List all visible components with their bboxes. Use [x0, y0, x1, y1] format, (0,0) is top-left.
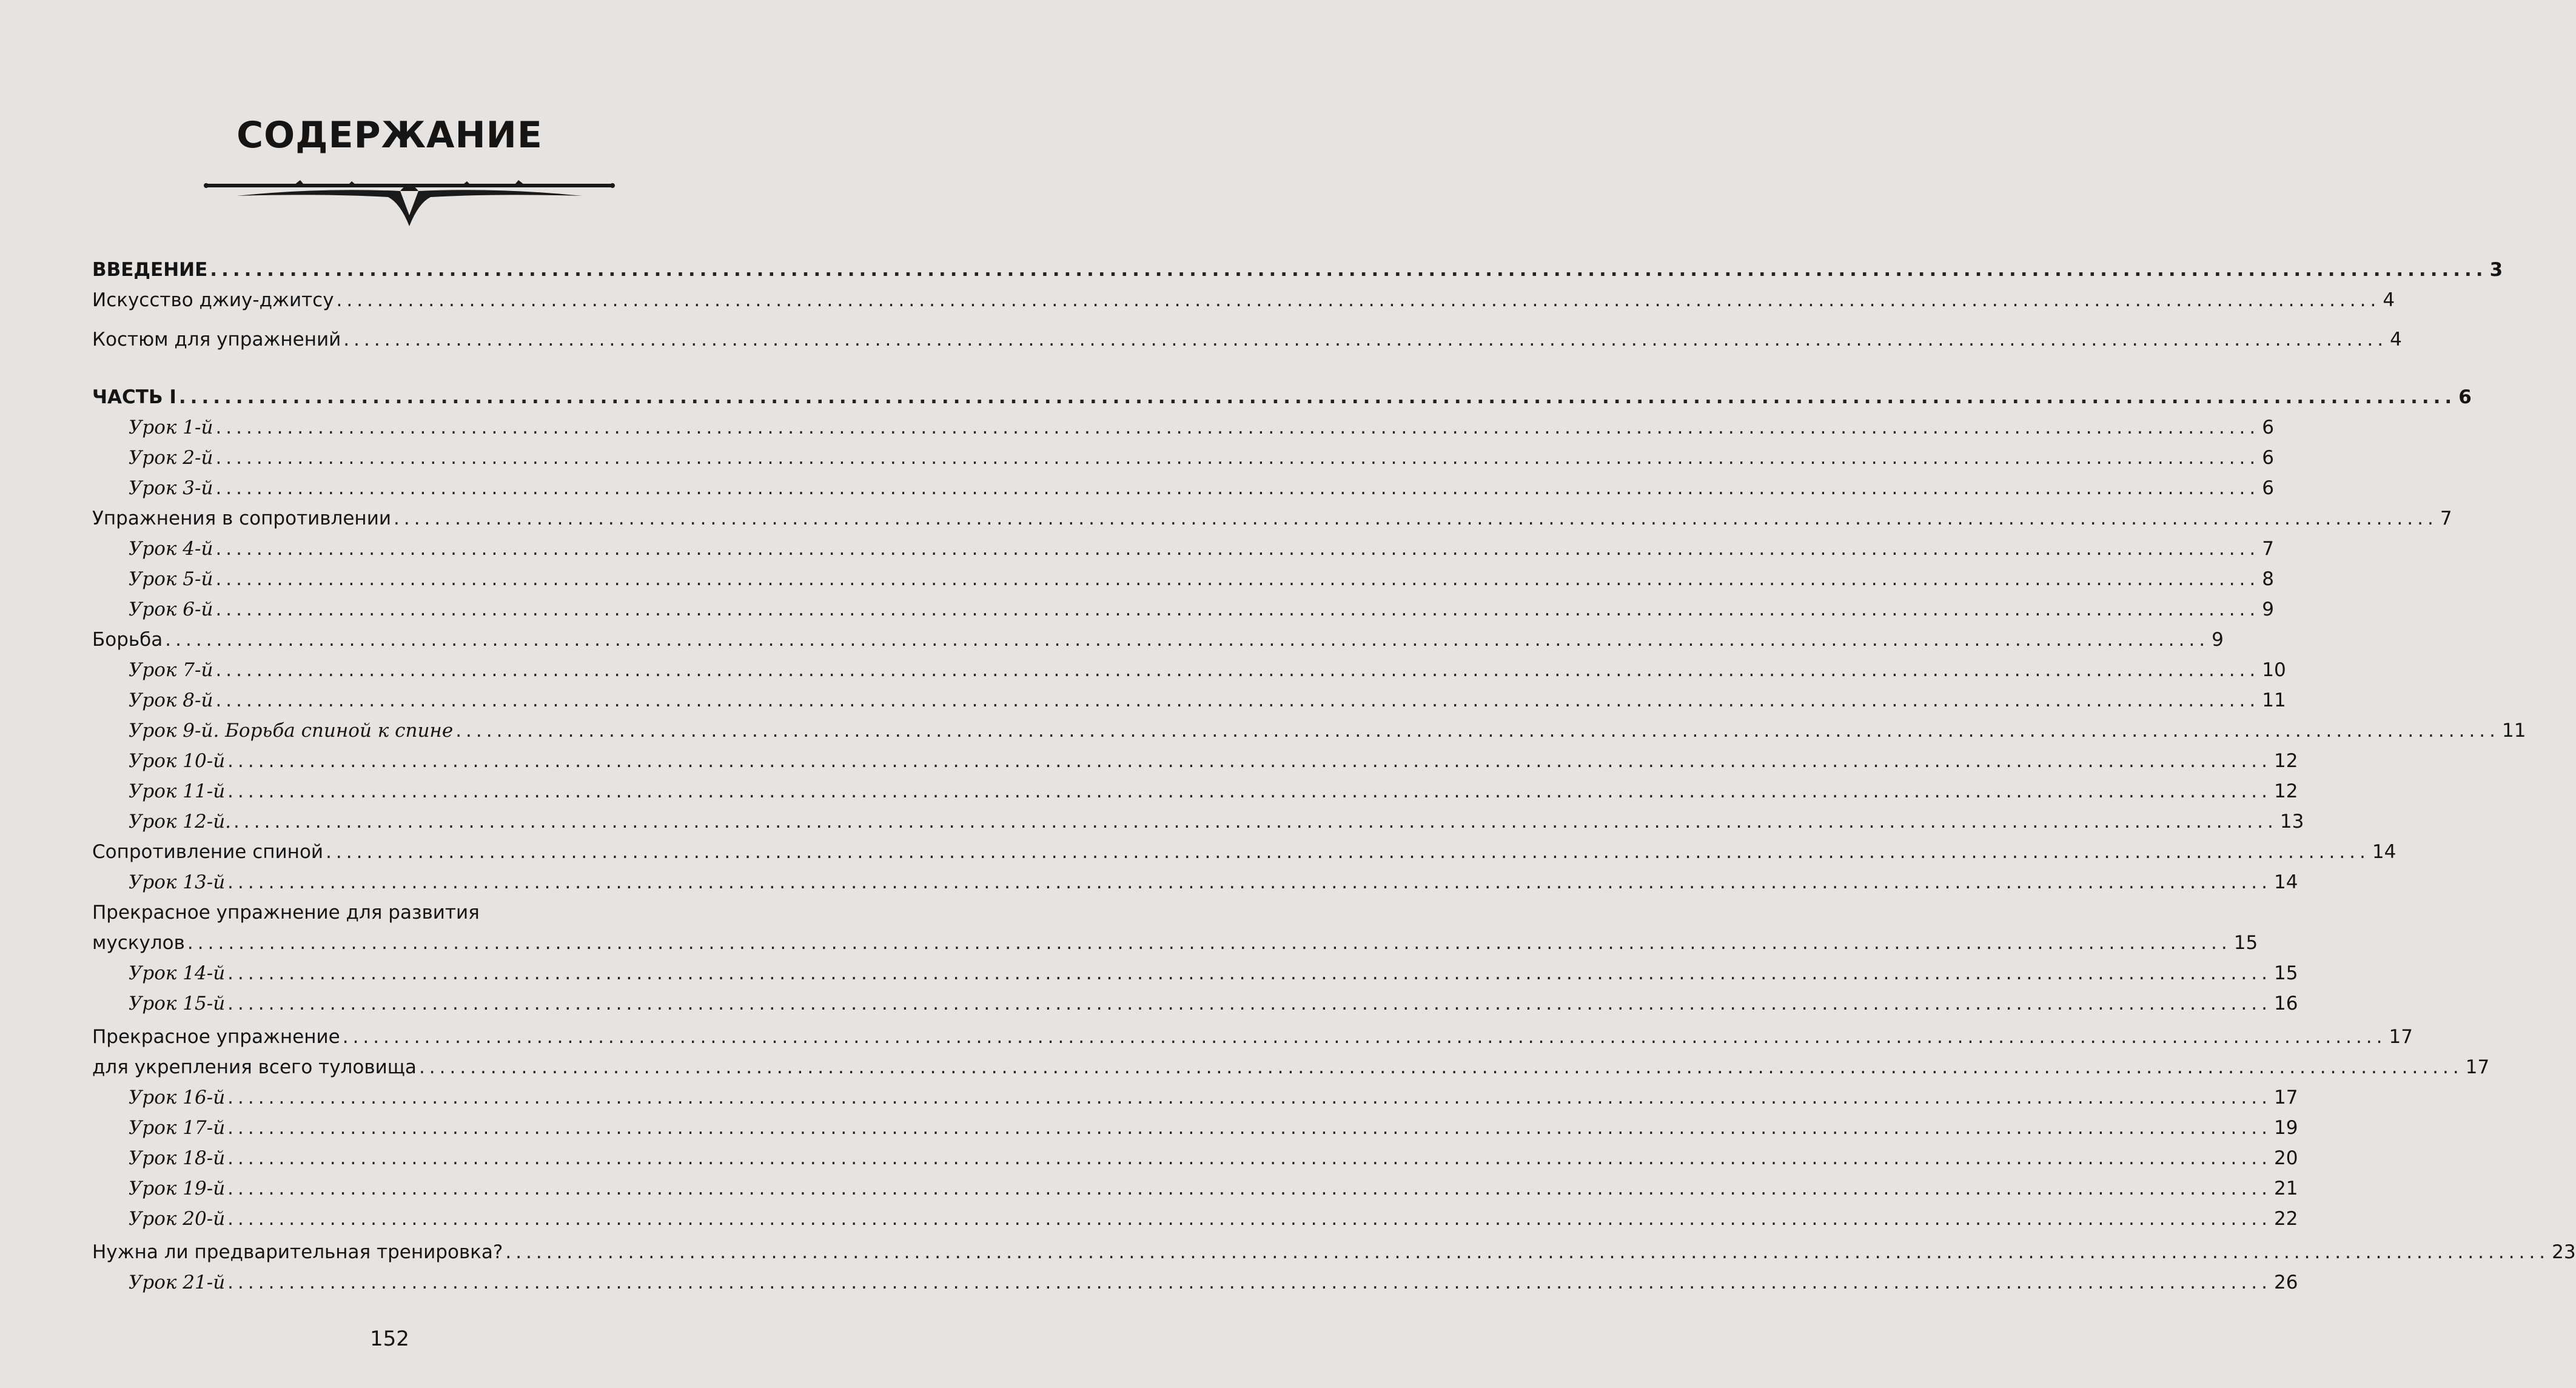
toc-entry-label: Урок 6-й: [129, 598, 213, 620]
toc-entry-page: 8: [2262, 568, 2274, 590]
toc-entry-page: 19: [2273, 1117, 2298, 1139]
dot-leader: ........................................................................................................................................................................................................: [227, 1272, 2272, 1293]
toc-entry-page: 7: [2262, 538, 2274, 560]
toc-entry-label: для укрепления всего туловища: [92, 1056, 417, 1078]
toc-entry-label: Урок 3-й: [129, 477, 213, 499]
toc-entry-label: Урок 8-й: [129, 689, 213, 711]
toc-subentry: [129, 685, 2286, 716]
dot-leader: ........................................................................................................................................................................................................: [215, 659, 2260, 681]
toc-subentry: [129, 594, 2274, 625]
dot-leader: ........................................................................................................................................................................................................: [227, 1178, 2272, 1199]
toc-entry-page: 23: [2552, 1241, 2576, 1263]
toc-entry: [92, 324, 2402, 355]
toc-entry-label: Урок 13-й: [129, 871, 226, 893]
toc-subentry: [129, 716, 2526, 746]
toc-entry-page: 20: [2273, 1147, 2298, 1169]
dot-leader: ........................................................................................................................................................................................................: [215, 568, 2260, 590]
page-title: СОДЕРЖАНИЕ: [236, 114, 543, 156]
toc-entry-label: Урок 12-й.: [129, 811, 232, 833]
dot-leader: ........................................................................................................................................................................................................: [227, 750, 2272, 772]
toc-entry-page: 17: [2465, 1056, 2490, 1078]
toc-entry-label: Урок 15-й: [129, 993, 226, 1014]
dot-leader: ........................................................................................................................................................................................................: [505, 1241, 2550, 1263]
toc-entry-page: 6: [2262, 477, 2274, 499]
toc-subentry: [129, 1082, 2298, 1113]
dot-leader: ........................................................................................................................................................................................................: [227, 871, 2272, 893]
dot-leader: ........................................................................................................................................................................................................: [215, 447, 2260, 469]
dot-leader: ........................................................................................................................................................................................................: [343, 329, 2388, 350]
dot-leader: ........................................................................................................................................................................................................: [342, 1026, 2387, 1048]
dot-leader: ........................................................................................................................................................................................................: [394, 508, 2438, 529]
toc-subentry: [129, 534, 2274, 564]
toc-entry-page: 15: [2273, 962, 2298, 984]
toc-subentry: [129, 776, 2298, 806]
toc-entry-page: 21: [2273, 1178, 2298, 1199]
toc-subentry: [129, 412, 2274, 443]
toc-entry-page: 4: [2383, 289, 2395, 311]
toc-subentry: [129, 806, 2304, 837]
toc-entry-page: 11: [2262, 689, 2286, 711]
dot-leader: ........................................................................................................................................................................................................: [187, 932, 2232, 954]
toc-subentry: [129, 958, 2298, 988]
dot-leader: ........................................................................................................................................................................................................: [227, 962, 2272, 984]
toc-entry-page: 13: [2279, 811, 2304, 833]
toc-entry-label: Урок 7-й: [129, 659, 213, 681]
toc-subentry: [129, 564, 2274, 594]
dot-leader: ........................................................................................................................................................................................................: [165, 629, 2210, 651]
toc-entry-page: 4: [2390, 329, 2402, 350]
toc-entry-page: 6: [2262, 417, 2274, 438]
toc-entry-page: 26: [2273, 1272, 2298, 1293]
toc-entry-label: Искусство джиу-джитсу: [92, 289, 334, 311]
toc-subentry: [129, 867, 2298, 897]
dot-leader: ........................................................................................................................................................................................................: [233, 811, 2278, 833]
dot-leader: ........................................................................................................................................................................................................: [227, 1208, 2272, 1230]
toc-entry-label: Урок 9-й. Борьба спиной к спине: [129, 720, 454, 742]
dot-leader: ........................................................................................................................................................................................................: [227, 1147, 2272, 1169]
toc-entry-label: Урок 2-й: [129, 447, 213, 469]
toc-entry-page: 6: [2458, 386, 2472, 408]
toc-entry-label: Урок 19-й: [129, 1178, 226, 1199]
toc-entry-label: Урок 16-й: [129, 1087, 226, 1108]
dot-leader: ........................................................................................................................................................................................................: [210, 259, 2487, 281]
toc-entry: [92, 382, 2472, 412]
toc-entry-page: 17: [2389, 1026, 2413, 1048]
toc-entry-page: 12: [2273, 750, 2298, 772]
toc-entry-label: Урок 18-й: [129, 1147, 226, 1169]
toc-entry-label: Урок 21-й: [129, 1272, 226, 1293]
dot-leader: ........................................................................................................................................................................................................: [178, 386, 2457, 408]
toc-entry-page: 15: [2233, 932, 2258, 954]
toc-subentry: [129, 473, 2274, 503]
toc-entry-label: Урок 14-й: [129, 962, 226, 984]
toc-entry: [92, 1237, 2576, 1267]
toc-entry-label: мускулов: [92, 932, 185, 954]
toc-subentry: [129, 1267, 2298, 1298]
toc-entry-page: 12: [2273, 780, 2298, 802]
toc-entry-label: ВВЕДЕНИЕ: [92, 259, 208, 281]
toc-entry-page: 9: [2212, 629, 2224, 651]
toc-subentry: [129, 1204, 2298, 1234]
toc-entry-label: Костюм для упражнений: [92, 329, 341, 350]
toc-entry-page: 7: [2440, 508, 2452, 529]
toc-entry-label: Урок 10-й: [129, 750, 226, 772]
dot-leader: ........................................................................................................................................................................................................: [215, 538, 2260, 560]
toc-entry: [92, 897, 726, 928]
dot-leader: ........................................................................................................................................................................................................: [215, 689, 2260, 711]
page-number: 152: [370, 1327, 409, 1351]
toc-entry-page: 3: [2489, 259, 2503, 281]
dot-leader: ........................................................................................................................................................................................................: [227, 1117, 2272, 1139]
toc-entry-label: Нужна ли предварительная тренировка?: [92, 1241, 503, 1263]
ornament-divider: [200, 173, 619, 227]
toc-entry-label: ЧАСТЬ I: [92, 386, 176, 408]
toc-entry-label: Урок 5-й: [129, 568, 213, 590]
toc-entry-label: Сопротивление спиной: [92, 841, 324, 863]
dot-leader: ........................................................................................................................................................................................................: [455, 720, 2500, 742]
dot-leader: ........................................................................................................................................................................................................: [326, 841, 2370, 863]
toc-entry: [92, 255, 2503, 285]
toc-entry: [92, 837, 2397, 867]
toc-entry-page: 22: [2273, 1208, 2298, 1230]
toc-entry-page: 14: [2273, 871, 2298, 893]
toc-entry-label: Урок 1-й: [129, 417, 213, 438]
dot-leader: ........................................................................................................................................................................................................: [227, 993, 2272, 1014]
toc-entry-label: Урок 4-й: [129, 538, 213, 560]
toc-entry: [92, 928, 2258, 958]
dot-leader: ........................................................................................................................................................................................................: [418, 1056, 2463, 1078]
toc-entry-label: Прекрасное упражнение: [92, 1026, 340, 1048]
dot-leader: ........................................................................................................................................................................................................: [336, 289, 2381, 311]
toc-entry-label: Борьба: [92, 629, 163, 651]
dot-leader: ........................................................................................................................................................................................................: [227, 780, 2272, 802]
toc-entry-page: 16: [2273, 993, 2298, 1014]
toc-subentry: [129, 746, 2298, 776]
toc-entry-label: Урок 11-й: [129, 780, 226, 802]
toc-entry: [92, 285, 2395, 315]
toc-subentry: [129, 655, 2286, 685]
toc-entry: [92, 503, 2452, 534]
toc-entry-label: Упражнения в сопротивлении: [92, 508, 391, 529]
dot-leader: ........................................................................................................................................................................................................: [215, 477, 2260, 499]
toc-entry-page: 6: [2262, 447, 2274, 469]
toc-entry-page: 10: [2262, 659, 2286, 681]
toc-entry-page: 9: [2262, 598, 2274, 620]
dot-leader: ........................................................................................................................................................................................................: [215, 417, 2260, 438]
toc-subentry: [129, 1173, 2298, 1204]
toc-entry: [92, 1022, 2413, 1052]
toc-entry: [92, 625, 2224, 655]
toc-entry-page: 11: [2502, 720, 2526, 742]
toc-entry-page: 17: [2273, 1087, 2298, 1108]
dot-leader: ........................................................................................................................................................................................................: [227, 1087, 2272, 1108]
toc-entry-label: Урок 20-й: [129, 1208, 226, 1230]
toc-entry-label: Прекрасное упражнение для развития: [92, 902, 480, 924]
toc-subentry: [129, 1143, 2298, 1173]
toc-subentry: [129, 1113, 2298, 1143]
toc-entry-page: 14: [2372, 841, 2397, 863]
toc-entry-label: Урок 17-й: [129, 1117, 226, 1139]
dot-leader: ........................................................................................................................................................................................................: [215, 598, 2260, 620]
toc-entry: [92, 1052, 2490, 1082]
toc-subentry: [129, 988, 2298, 1019]
toc-subentry: [129, 443, 2274, 473]
